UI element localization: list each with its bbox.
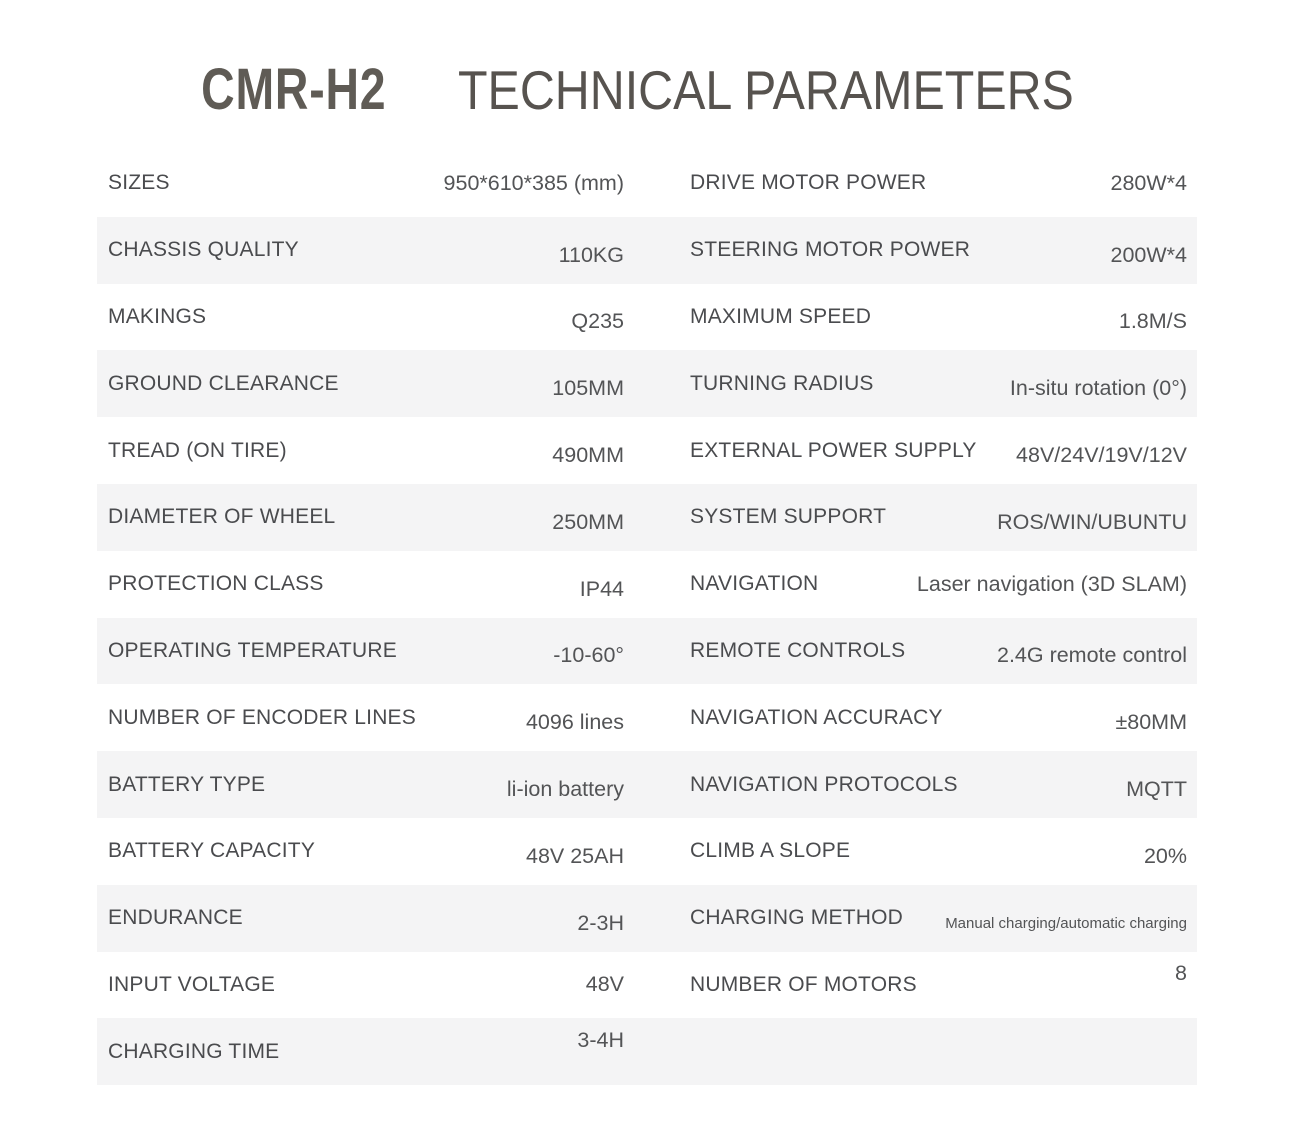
spec-cell-left [97,839,628,868]
spec-label: OPERATING TEMPERATURE [108,638,397,662]
spec-label: PROTECTION CLASS [108,572,324,596]
spec-cell-right [690,171,1197,196]
table-row [97,952,1197,1019]
spec-label: NAVIGATION PROTOCOLS [690,772,958,796]
spec-label: SYSTEM SUPPORT [690,505,887,529]
spec-value: 110KG [558,242,624,267]
spec-value: 20% [1143,843,1187,868]
spec-label: TURNING RADIUS [690,371,874,395]
spec-label: BATTERY CAPACITY [108,839,316,863]
spec-label: STEERING MOTOR POWER [690,238,971,262]
table-row [97,684,1197,751]
table-row [97,484,1197,551]
spec-label: NUMBER OF ENCODER LINES [108,705,416,729]
spec-value: 2-3H [577,910,624,935]
spec-value: 8 [1175,961,1187,986]
table-row [97,150,1197,217]
page-title [0,56,1293,123]
spec-label: CHARGING TIME [108,1039,280,1063]
spec-cell-left [97,438,628,468]
spec-table [97,150,1197,1085]
spec-cell-right [690,572,1197,597]
spec-cell-right [690,906,1197,930]
spec-cell-left [97,1028,628,1064]
spec-label: CHASSIS QUALITY [108,238,299,262]
table-row [97,217,1197,284]
spec-cell-left [97,572,628,601]
spec-label: CHARGING METHOD [690,906,903,930]
spec-cell-right [690,438,1197,468]
spec-cell-right [690,961,1197,997]
spec-value: ±80MM [1115,710,1187,735]
spec-value: 48V 25AH [525,843,624,868]
spec-label: INPUT VOLTAGE [108,972,276,996]
spec-value: 490MM [552,443,624,468]
table-row [97,551,1197,618]
spec-value: 105MM [552,376,624,401]
table-row [97,885,1197,952]
spec-cell-right [690,304,1197,334]
spec-value: Laser navigation (3D SLAM) [916,571,1187,596]
spec-label: NAVIGATION [690,572,819,596]
spec-value: ROS/WIN/UBUNTU [997,509,1187,534]
table-row [97,751,1197,818]
spec-label: CLIMB A SLOPE [690,839,851,863]
spec-cell-left [97,238,628,267]
table-row [97,284,1197,351]
spec-cell-left [97,772,628,802]
spec-cell-right [690,772,1197,802]
table-row [97,350,1197,417]
spec-cell-right [690,705,1197,735]
spec-label: MAXIMUM SPEED [690,304,872,328]
spec-cell-left [97,171,628,196]
spec-label: NUMBER OF MOTORS [690,972,917,996]
spec-label: REMOTE CONTROLS [690,638,906,662]
spec-cell-right [690,371,1197,401]
spec-cell-left [97,304,628,334]
spec-value: 280W*4 [1110,170,1187,195]
spec-value: In-situ rotation (0°) [1009,376,1187,401]
spec-value: Manual charging/automatic charging [945,914,1187,932]
table-row [97,618,1197,685]
spec-value: 250MM [552,509,624,534]
spec-cell-left [97,638,628,668]
spec-label: EXTERNAL POWER SUPPLY [690,438,977,462]
spec-value: Q235 [571,309,624,334]
spec-cell-left [97,906,628,935]
spec-label: NAVIGATION ACCURACY [690,705,943,729]
spec-label: SIZES [108,171,170,195]
spec-cell-left [97,972,628,997]
spec-cell-left [97,371,628,401]
spec-label: DIAMETER OF WHEEL [108,505,336,529]
spec-value: li-ion battery [506,777,624,802]
spec-cell-right [690,839,1197,868]
spec-label: DRIVE MOTOR POWER [690,171,927,195]
spec-value: 48V/24V/19V/12V [1016,443,1187,468]
title-text: TECHNICAL PARAMETERS [457,59,1074,121]
spec-value: 950*610*385 (mm) [443,170,624,195]
spec-cell-right [690,638,1197,668]
spec-label: TREAD (ON TIRE) [108,438,287,462]
spec-value: MQTT [1126,777,1187,802]
spec-value: 48V [585,972,624,997]
spec-value: -10-60° [553,643,624,668]
spec-cell-right [690,505,1197,534]
spec-value: 200W*4 [1110,242,1187,267]
spec-label: BATTERY TYPE [108,772,266,796]
table-row [97,417,1197,484]
spec-value: 2.4G remote control [996,643,1187,668]
spec-cell-left [97,505,628,534]
spec-label: MAKINGS [108,304,207,328]
product-logo: CMR-H2 [200,57,386,122]
table-row [97,818,1197,885]
spec-cell-left [97,705,628,735]
spec-value: 1.8M/S [1118,309,1187,334]
spec-value: 4096 lines [525,710,624,735]
spec-cell-right [690,238,1197,267]
spec-value: IP44 [579,576,624,601]
spec-value: 3-4H [577,1028,624,1053]
table-row [97,1018,1197,1085]
spec-label: ENDURANCE [108,906,243,930]
spec-label: GROUND CLEARANCE [108,371,339,395]
